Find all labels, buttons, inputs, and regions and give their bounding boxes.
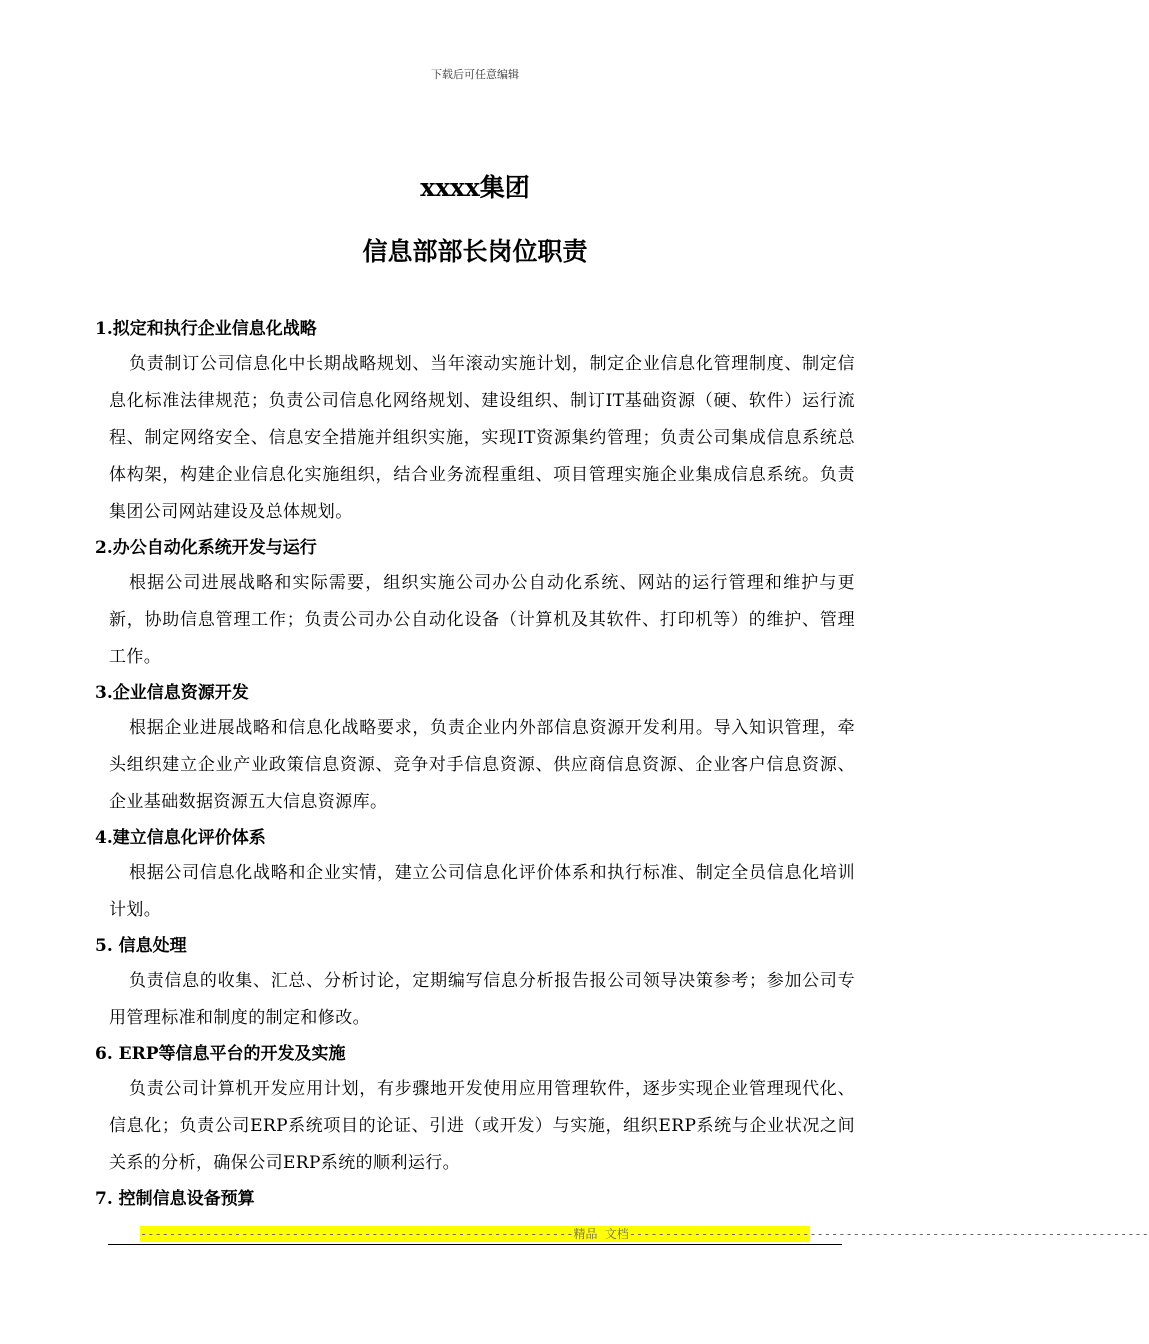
- footer-banner: ------------------------------------------------------------精品 文档------------------------------------------------------------------------: [140, 1227, 1149, 1241]
- section-7: [95, 1182, 855, 1216]
- section-heading: 4.建立信息化评价体系: [95, 828, 266, 848]
- section-heading: 5. 信息处理: [95, 936, 187, 956]
- section-4: [95, 821, 855, 929]
- section-body: 负责公司计算机开发应用计划，有步骤地开发使用应用管理软件，逐步实现企业管理现代化、信息化；负责公司ERP系统项目的论证、引进（或开发）与实施，组织ERP系统与企业状况之间关系的分析，确保公司ERP系统的顺利运行。: [109, 1079, 855, 1173]
- header-note: 下载后可任意编辑: [431, 68, 519, 81]
- section-heading: 6. ERP等信息平台的开发及实施: [95, 1044, 346, 1064]
- section-heading: 3.企业信息资源开发: [95, 683, 249, 703]
- footer-divider: [108, 1244, 842, 1245]
- document-body: [95, 312, 855, 1216]
- section-6: [95, 1037, 855, 1182]
- section-1: [95, 312, 855, 531]
- section-3: [95, 676, 855, 821]
- section-body: 负责制订公司信息化中长期战略规划、当年滚动实施计划，制定企业信息化管理制度、制定信息化标准法律规范；负责公司信息化网络规划、建设组织、制订IT基础资源（硬、软件）运行流程、制定网络安全、信息安全措施并组织实施，实现IT资源集约管理；负责公司集成信息系统总体构架，构建企业信息化实施组织，结合业务流程重组、项目管理实施企业集成信息系统。负责集团公司网站建设及总体规划。: [109, 354, 855, 522]
- document-title: xxxx集团: [420, 173, 530, 202]
- section-body: 根据公司信息化战略和企业实情，建立公司信息化评价体系和执行标准、制定全员信息化培训计划。: [109, 863, 855, 920]
- section-heading: 1.拟定和执行企业信息化战略: [95, 319, 317, 339]
- section-body: 根据企业进展战略和信息化战略要求，负责企业内外部信息资源开发利用。导入知识管理，牵头组织建立企业产业政策信息资源、竞争对手信息资源、供应商信息资源、企业客户信息资源、企业基础数据资源五大信息资源库。: [109, 718, 855, 812]
- section-body: 根据公司进展战略和实际需要，组织实施公司办公自动化系统、网站的运行管理和维护与更新，协助信息管理工作；负责公司办公自动化设备（计算机及其软件、打印机等）的维护、管理工作。: [109, 573, 855, 667]
- section-heading: 2.办公自动化系统开发与运行: [95, 538, 317, 558]
- section-body: 负责信息的收集、汇总、分析讨论，定期编写信息分析报告报公司领导决策参考；参加公司专用管理标准和制度的制定和修改。: [109, 971, 855, 1028]
- section-5: [95, 929, 855, 1037]
- document-subtitle: 信息部部长岗位职责: [362, 237, 588, 266]
- section-2: [95, 531, 855, 676]
- section-heading: 7. 控制信息设备预算: [95, 1189, 255, 1209]
